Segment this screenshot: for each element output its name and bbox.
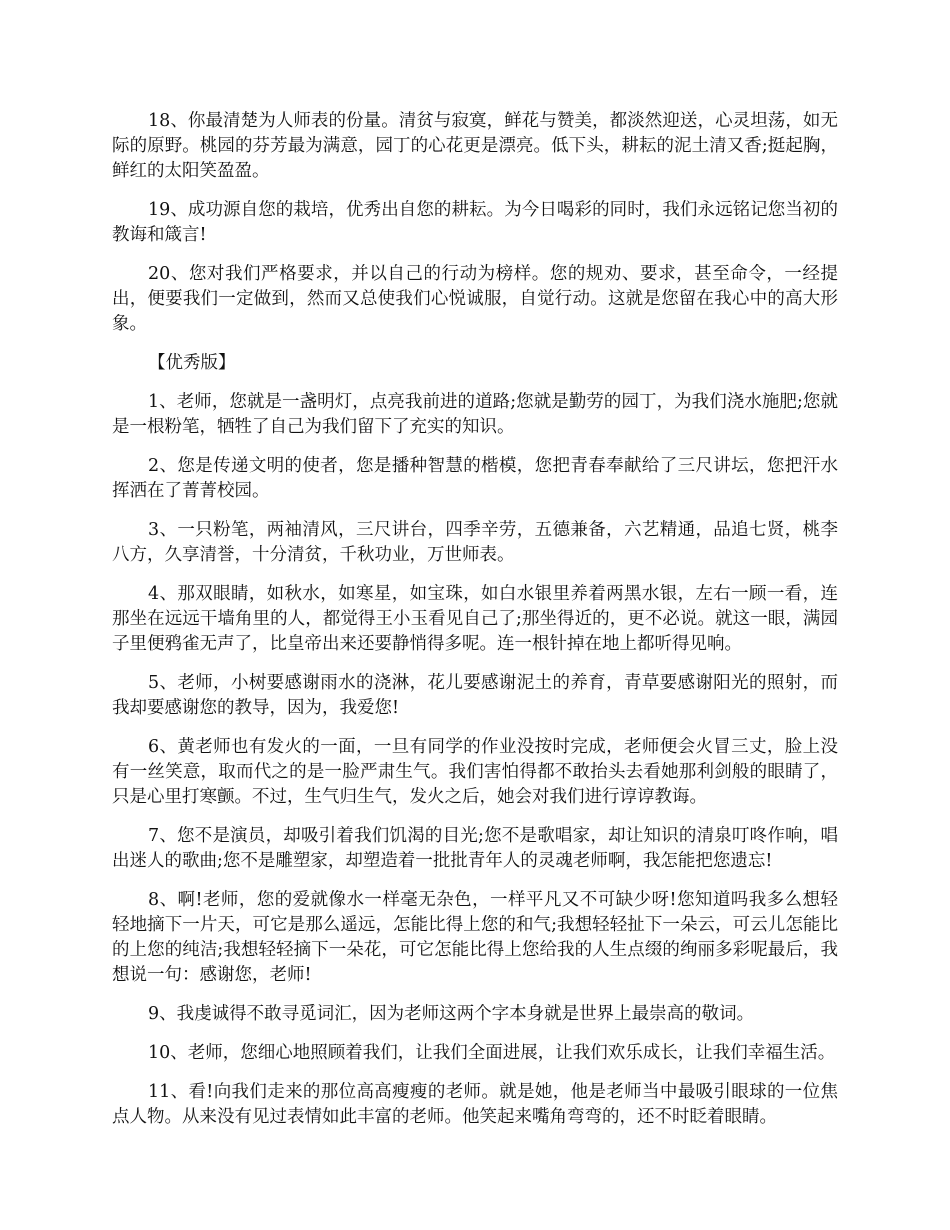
paragraph-19: 19、成功源自您的栽培，优秀出自您的耕耘。为今日喝彩的同时，我们永远铭记您当初的教诲和箴言! xyxy=(112,200,838,245)
paragraph-18: 18、你最清楚为人师表的份量。清贫与寂寞，鲜花与赞美，都淡然迎送，心灵坦荡，如无际的原野。桃园的芬芳最为满意，园丁的心花更是漂亮。低下头，耕耘的泥土清又香;挺起胸，鲜红的太阳笑盈盈。 xyxy=(112,111,838,181)
paragraph-5: 5、老师，小树要感谢雨水的浇淋，花儿要感谢泥土的养育，青草要感谢阳光的照射，而我却要感谢您的教导，因为，我爱您! xyxy=(112,673,838,718)
paragraph-20: 20、您对我们严格要求，并以自己的行动为榜样。您的规劝、要求，甚至命令，一经提出，便要我们一定做到，然而又总使我们心悦诚服，自觉行动。这就是您留在我心中的高大形象。 xyxy=(112,264,838,334)
paragraph-11: 11、看!向我们走来的那位高高瘦瘦的老师。就是她，他是老师当中最吸引眼球的一位焦点人物。从来没有见过表情如此丰富的老师。他笑起来嘴角弯弯的，还不时眨着眼睛。 xyxy=(112,1082,838,1127)
paragraph-10: 10、老师，您细心地照顾着我们，让我们全面进展，让我们欢乐成长，让我们幸福生活。 xyxy=(148,1043,836,1063)
paragraph-1: 1、老师，您就是一盏明灯，点亮我前进的道路;您就是勤劳的园丁，为我们浇水施肥;您就是一根粉笔，牺牲了自己为我们留下了充实的知识。 xyxy=(112,392,838,437)
paragraph-8: 8、啊!老师，您的爱就像水一样毫无杂色，一样平凡又不可缺少呀!您知道吗我多么想轻轻地摘下一片天，可它是那么遥远，怎能比得上您的和气;我想轻轻扯下一朵云，可云儿怎能比的上您的纯洁;我想轻轻摘下一朵花，可它怎能比得上您给我的人生点缀的绚丽多彩呢最后，我想说一句：感谢您，老师! xyxy=(112,890,838,985)
paragraph-7: 7、您不是演员，却吸引着我们饥渴的目光;您不是歌唱家，却让知识的清泉叮咚作响，唱出迷人的歌曲;您不是雕塑家，却塑造着一批批青年人的灵魂老师啊，我怎能把您遗忘! xyxy=(112,826,838,871)
paragraph-3: 3、一只粉笔，两袖清风，三尺讲台，四季辛劳，五德兼备，六艺精通，品追七贤，桃李八方，久享清誉，十分清贫，千秋功业，万世师表。 xyxy=(112,520,838,565)
paragraph-2: 2、您是传递文明的使者，您是播种智慧的楷模，您把青春奉献给了三尺讲坛，您把汗水挥洒在了菁菁校园。 xyxy=(112,456,838,501)
paragraph-6: 6、黄老师也有发火的一面，一旦有同学的作业没按时完成，老师便会火冒三丈，脸上没有一丝笑意，取而代之的是一脸严肃生气。我们害怕得都不敢抬头去看她那利剑般的眼睛了，只是心里打寒颤。不过，生气归生气，发火之后，她会对我们进行谆谆教诲。 xyxy=(112,737,838,807)
section-heading: 【优秀版】 xyxy=(148,353,236,373)
paragraph-9: 9、我虔诚得不敢寻觅词汇，因为老师这两个字本身就是世界上最崇高的敬词。 xyxy=(148,1004,755,1024)
paragraph-4: 4、那双眼睛，如秋水，如寒星，如宝珠，如白水银里养着两黑水银，左右一顾一看，连那坐在远远干墙角里的人，都觉得王小玉看见自己了;那坐得近的，更不必说。就这一眼，满园子里便鸦雀无声了，比皇帝出来还要静悄得多呢。连一根针掉在地上都听得见响。 xyxy=(112,584,838,654)
